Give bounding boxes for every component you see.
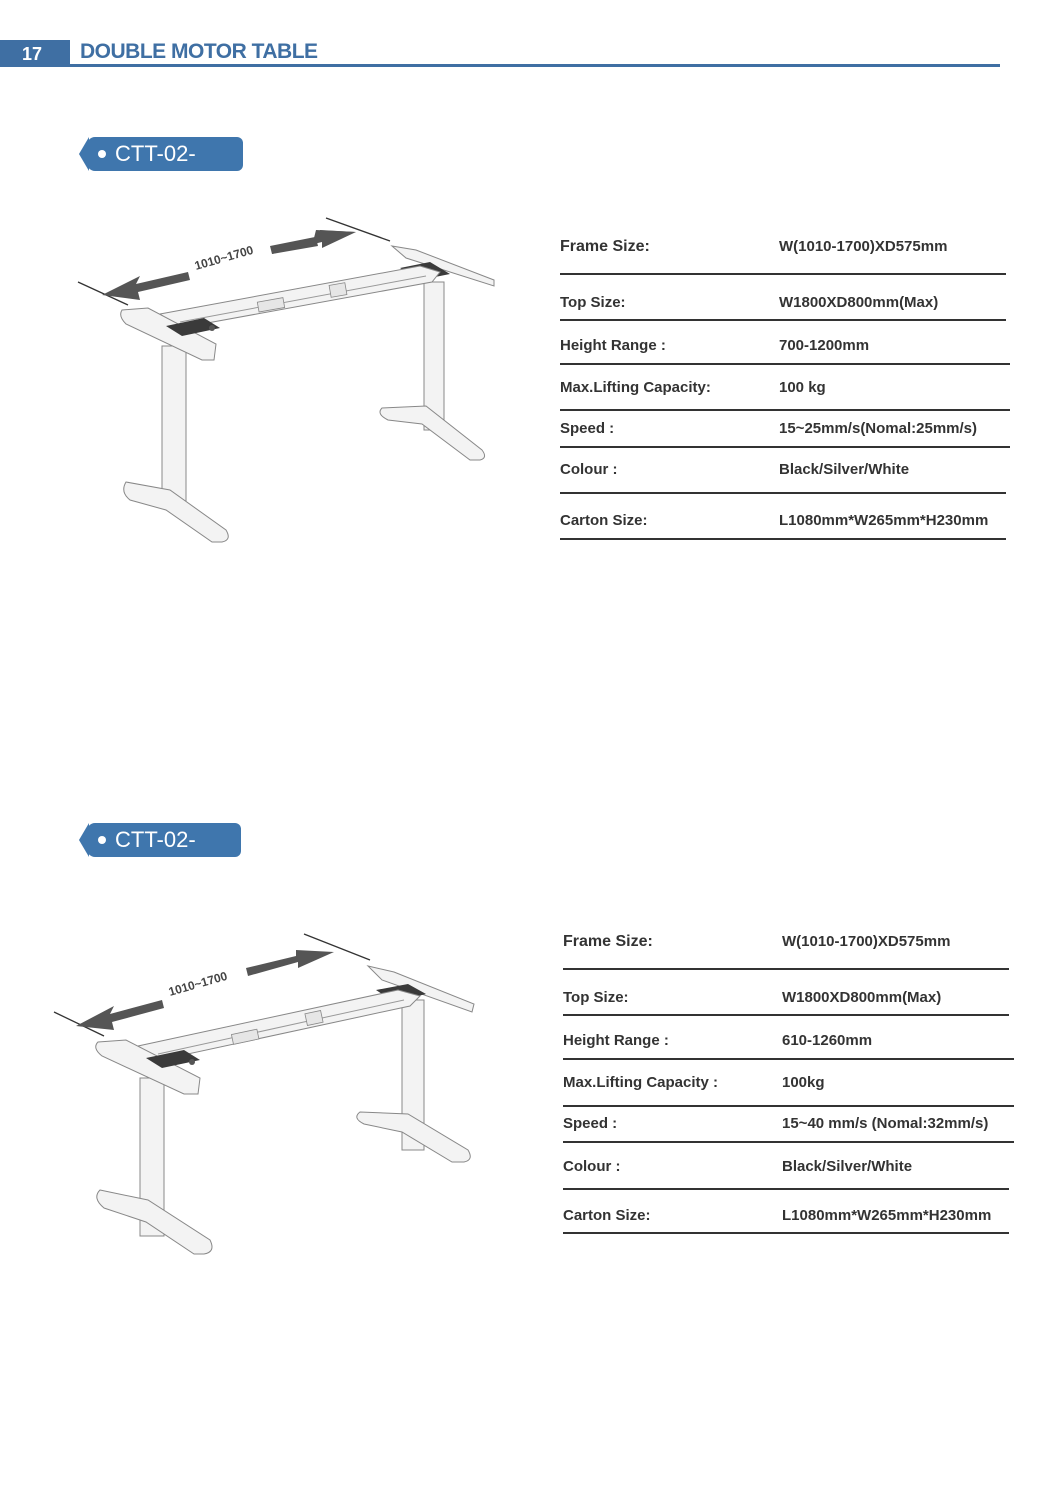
dimension-arrow-right [246,950,334,976]
model-tag [87,137,243,200]
spec-value: 700-1200mm [779,337,870,354]
spec-row [563,1113,1014,1143]
dimension-label: 1010~1700 [166,968,229,999]
spec-row [563,1072,1014,1107]
spec-value: W(1010-1700)XD575mm [782,933,951,950]
dimension-arrow-left [76,1000,164,1030]
spec-value: Black/Silver/White [779,461,910,478]
spec-row [560,236,1006,275]
dimension-label: 1010~1700 [192,242,255,273]
spec-label: Top Size: [563,989,629,1006]
spec-label: Max.Lifting Capacity : [563,1074,719,1091]
spec-label: Speed : [560,420,615,437]
spec-row [563,987,1009,1016]
spec-label: Frame Size: [560,238,650,255]
model-tag [87,823,241,886]
spec-label: Speed : [563,1115,618,1132]
spec-value: 100 kg [779,379,826,396]
spec-value: L1080mm*W265mm*H230mm [779,512,989,529]
header-title: DOUBLE MOTOR TABLE [80,40,318,63]
spec-label: Top Size: [560,294,626,311]
spec-value: L1080mm*W265mm*H230mm [782,1207,992,1224]
spec-label: Carton Size: [563,1207,651,1224]
spec-row [560,418,1010,448]
spec-row [560,292,1006,321]
model-name: CTT-02-C2 [115,141,196,200]
spec-row [560,510,1006,540]
spec-label: Height Range : [563,1032,669,1049]
model-name: CTT-02-C3 [115,827,196,886]
spec-value: 15~40 mm/s (Nomal:32mm/s) [782,1115,989,1132]
spec-value: W1800XD800mm(Max) [782,989,942,1006]
dimension-arrow-left [102,272,190,300]
spec-label: Frame Size: [563,933,653,950]
spec-row [563,1205,1009,1234]
table-frame-illustration [48,928,488,1268]
bullet-icon [98,836,106,844]
spec-label: Height Range : [560,337,666,354]
spec-label: Max.Lifting Capacity: [560,379,711,396]
page-header [0,38,1000,68]
page-number: 17 [0,40,70,67]
spec-row [563,1156,1009,1190]
spec-row [563,931,1009,970]
spec-label: Colour : [560,461,618,478]
spec-row [560,377,1010,411]
spec-row [563,1030,1014,1060]
spec-value: 15~25mm/s(Nomal:25mm/s) [779,420,978,437]
spec-label: Colour : [563,1158,621,1175]
bullet-icon [98,150,106,158]
spec-value: 610-1260mm [782,1032,873,1049]
spec-value: W1800XD800mm(Max) [779,294,939,311]
spec-row [560,335,1010,365]
dimension-arrow-right [270,230,356,254]
spec-row [560,459,1006,494]
spec-value: W(1010-1700)XD575mm [779,238,948,255]
table-frame-illustration [70,210,510,555]
spec-label: Carton Size: [560,512,648,529]
spec-value: 100kg [782,1074,825,1091]
spec-value: Black/Silver/White [782,1158,913,1175]
header-rule [70,64,1000,67]
